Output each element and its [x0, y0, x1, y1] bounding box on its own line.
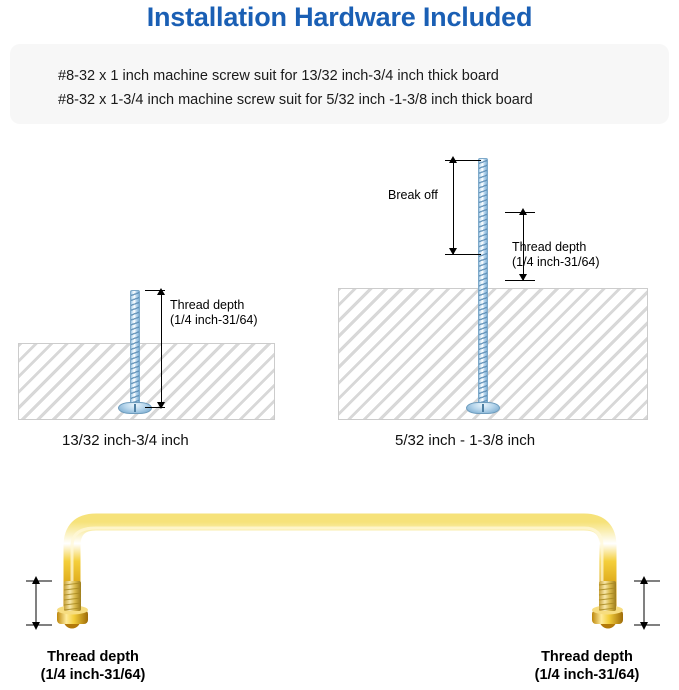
left-board-caption: 13/32 inch-3/4 inch [62, 432, 189, 449]
dim-tick-breakoff-bottom [445, 254, 481, 255]
handle-left-thread-depth-label: Thread depth (1/4 inch-31/64) [40, 649, 146, 683]
handle-right-thread-depth-label: Thread depth (1/4 inch-31/64) [534, 649, 640, 683]
screw-head-right [466, 402, 500, 414]
screw-installation-diagram [0, 130, 679, 470]
dim-tick-breakoff-top [445, 160, 481, 161]
breakoff-label: Break off [388, 188, 438, 202]
dim-tick-left-bottom [145, 407, 165, 408]
note-line-1: #8-32 x 1 inch machine screw suit for 13/32 inch-3/4 inch thick board [58, 68, 499, 84]
right-thread-depth-label: Thread depth (1/4 inch-31/64) [512, 240, 600, 269]
note-line-2: #8-32 x 1-3/4 inch machine screw suit for 5/32 inch -1-3/8 inch thick board [58, 92, 533, 108]
page-title: Installation Hardware Included [146, 2, 533, 32]
hardware-note-box [10, 44, 669, 124]
dim-line-left-vertical [161, 290, 162, 407]
dim-tick-left-top [145, 290, 165, 291]
dim-tick-right-bottom [505, 280, 535, 281]
dim-line-breakoff [453, 160, 454, 254]
cabinet-handle-illustration [0, 480, 679, 690]
board-thick-hatched [338, 288, 648, 420]
dim-tick-right-top [505, 212, 535, 213]
right-board-caption: 5/32 inch - 1-3/8 inch [395, 432, 536, 449]
screw-head-left [118, 402, 152, 414]
left-thread-depth-label: Thread depth (1/4 inch-31/64) [170, 298, 258, 327]
